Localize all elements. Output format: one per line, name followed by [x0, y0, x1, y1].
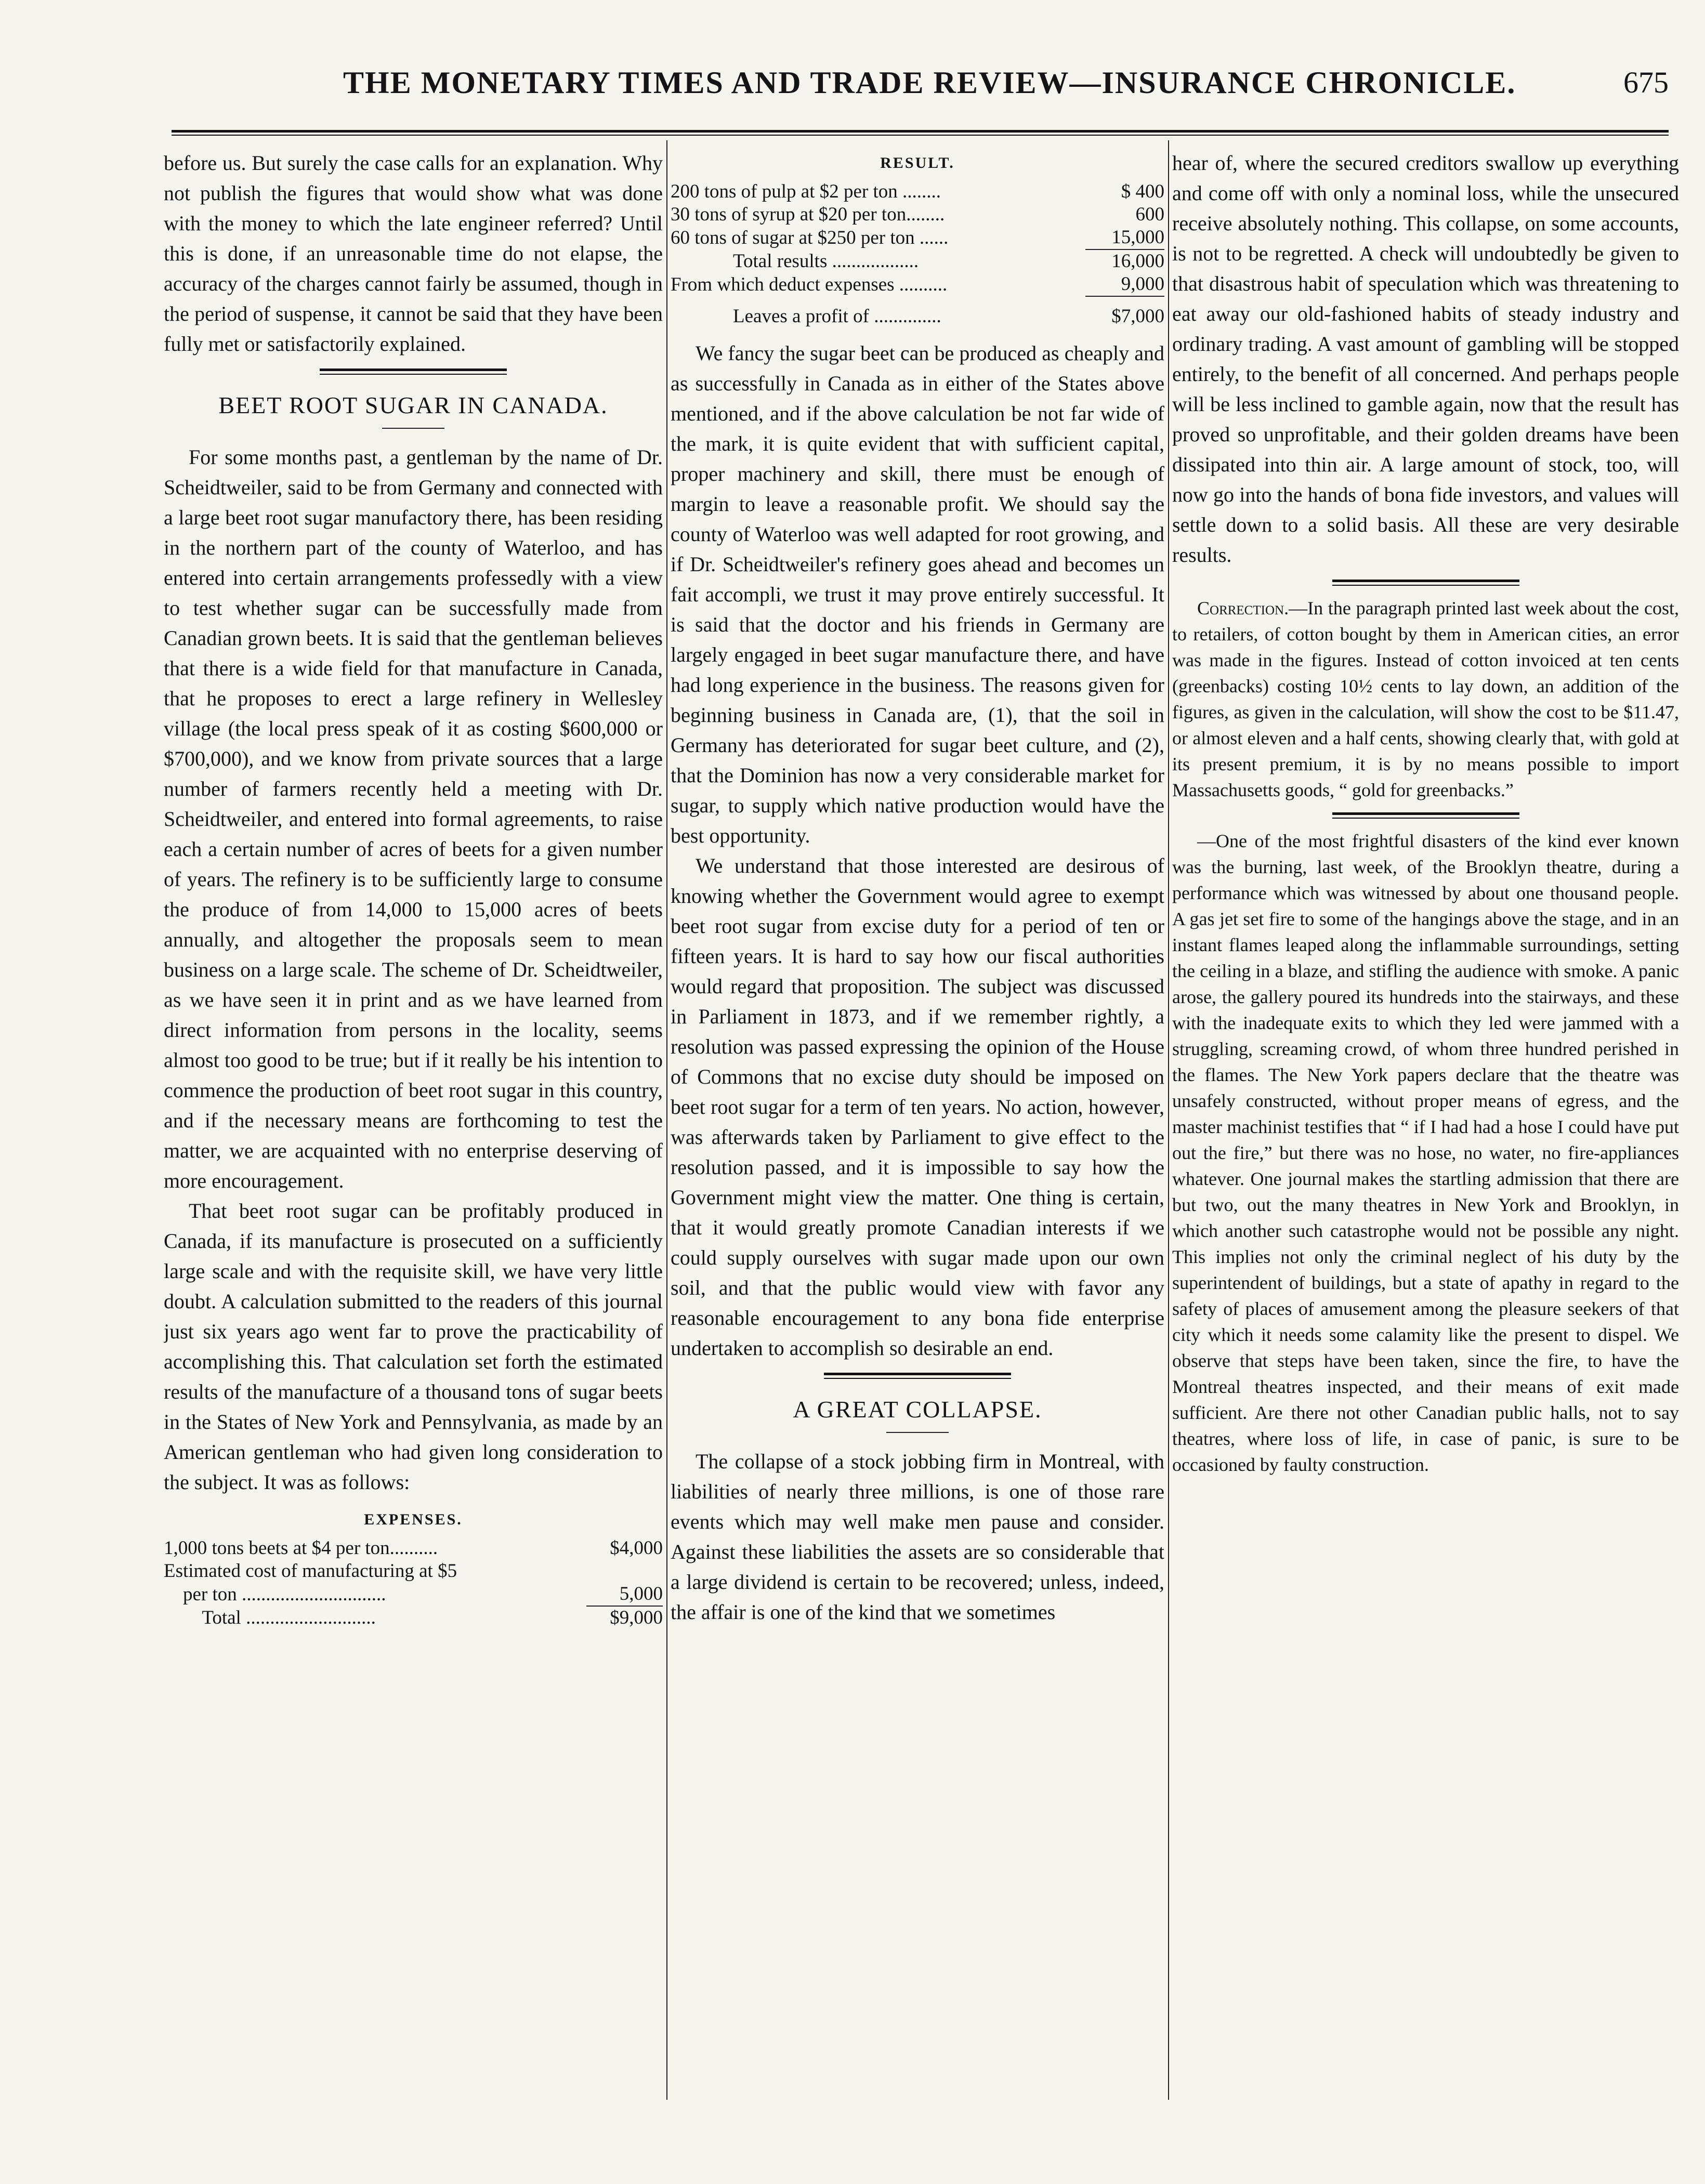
result-caption: RESULT.	[880, 154, 955, 172]
running-title: THE MONETARY TIMES AND TRADE REVIEW—INSURANCE CHRONICLE.	[343, 65, 1516, 100]
table-cell-label: per ton ..............................	[164, 1584, 386, 1605]
paragraph-collapse-2: hear of, where the secured creditors swallow up everything and come off with only a nominal loss, while the unsecured receive absolutely nothing. This collapse, on some accounts, is not to be regretted. A check will undoubtedly be given to that disastrous habit of speculation which was threatening to eat away our old-fashioned habits of steady industry and ordinary trading. A vast amount of gambling will be stopped entirely, to the benefit of all concerned. And perhaps people will be less inclined to gamble again, now that the result has proved so unprofitable, and their golden dreams have been dissipated into thin air. A large amount of stock, too, will now go into the hands of bona fide investors, and values will settle down to a solid basis. All these are very desirable results.	[1172, 151, 1679, 567]
section-divider	[824, 1373, 1011, 1379]
table-cell-amount: $7,000	[1085, 296, 1164, 328]
table-row	[671, 180, 1164, 203]
table-cell-amount: 9,000	[1121, 273, 1164, 295]
expenses-caption: EXPENSES.	[364, 1511, 463, 1528]
table-cell-label: Leaves a profit of ..............	[733, 306, 941, 327]
column-middle	[671, 148, 1164, 2108]
results-table	[671, 180, 1164, 328]
paragraph-beet-3: We fancy the sugar beet can be produced as cheaply and as successfully in Canada as in either of the States above mentioned, and if the above calculation be not far wide of the mark, it is quite evident that with sufficient capital, proper machinery and skill, there must be enough of margin to leave a reasonable profit. We should say the county of Waterloo was well adapted for root growing, and if Dr. Scheidtweiler's refinery goes ahead and becomes un fait accompli, we trust it may prove entirely successful. It is said that the doctor and his friends in Germany are largely engaged in beet sugar manufacture there, and have had long experience in the business. The reasons given for beginning business in Canada are, (1), that the soil in Germany has deteriorated for sugar beet culture, and (2), that the Dominion has now a very considerable market for sugar, to supply which native production would have the best opportunity.	[671, 341, 1164, 847]
table-row-total	[671, 249, 1164, 273]
article-title-great-collapse: A GREAT COLLAPSE.	[793, 1396, 1042, 1423]
column-left	[164, 148, 663, 2108]
article-title-beet-root-sugar: BEET ROOT SUGAR IN CANADA.	[218, 392, 608, 418]
paragraph-correction	[1172, 595, 1679, 803]
paragraph-beet-4: We understand that those interested are desirous of knowing whether the Government would agree to exempt beet root sugar from excise duty for a period of ten or fifteen years. It is hard to say how our fiscal authorities would regard that proposition. The subject was discussed in Parliament in 1873, and if we remember rightly, a resolution was passed expressing the opinion of the House of Commons that no excise duty should be imposed on beet root sugar for a term of ten years. No action, however, was afterwards taken by Parliament to give effect to the resolution passed, and it is impossible to say how the Government might view the matter. One thing is certain, that it would greatly promote Canadian interests if we could supply ourselves with sugar made upon our own soil, and that the public would view with favor any reasonable encouragement to any bona fide enterprise undertaken to accomplish so desirable an end.	[671, 854, 1164, 1360]
table-cell-label: 1,000 tons beets at $4 per ton..........	[164, 1537, 438, 1559]
table-row	[164, 1583, 663, 1606]
section-divider	[320, 369, 507, 375]
table-row	[164, 1560, 663, 1583]
table-cell-amount: 16,000	[1085, 249, 1164, 273]
table-cell-label: Total results ..................	[733, 251, 919, 272]
page-number: 675	[1623, 65, 1669, 99]
table-row-total	[164, 1606, 663, 1629]
page-header	[172, 65, 1669, 122]
table-cell-label: 200 tons of pulp at $2 per ton ........	[671, 181, 941, 202]
table-cell-amount	[586, 1560, 663, 1583]
table-cell-label: 30 tons of syrup at $20 per ton........	[671, 204, 945, 225]
table-cell-amount: 15,000	[1111, 227, 1164, 248]
table-row	[671, 226, 1164, 249]
table-cell-label: Total ...........................	[164, 1607, 376, 1628]
table-cell-amount: $4,000	[610, 1537, 663, 1559]
table-cell-label: From which deduct expenses ..........	[671, 274, 948, 295]
table-row-profit	[671, 296, 1164, 328]
correction-lead: Correction.	[1197, 598, 1289, 619]
section-divider	[1332, 580, 1519, 586]
title-rule	[886, 1432, 949, 1433]
table-row	[671, 273, 1164, 296]
paragraph-beet-2: That beet root sugar can be profitably produced in Canada, if its manufacture is prosecuted on a sufficiently large scale and with the requisite skill, we have very little doubt. A calculation submitted to the readers of this journal just six years ago went far to prove the practicability of accomplishing this. That calculation set forth the estimated results of the manufacture of a thousand tons of sugar beets in the States of New York and Pennsylvania, as made by an American gentleman who had given long consideration to the subject. It was as follows:	[164, 1199, 663, 1494]
title-rule	[382, 428, 444, 429]
table-cell-label: 60 tons of sugar at $250 per ton ......	[671, 227, 949, 248]
paragraph-theatre: —One of the most frightful disasters of the kind ever known was the burning, last week, of the Brooklyn theatre, during a performance which was witnessed by about one thousand people. A gas jet set fire to some of the hangings above the stage, and in an instant flames leaped along the inflammable surroundings, setting the ceiling in a blaze, and stifling the audience with smoke. A panic arose, the gallery poured its hundreds into the stairways, and these with the inadequate exits to which they led were jammed with a struggling, screaming crowd, of whom three hundred perished in the flames. The New York papers declare that the theatre was unsafely constructed, without proper means of egress, and the master machinist testifies that “ if I had had a hose I could have put out the fire,” but there was no hose, no water, no fire-appliances whatever. One journal makes the startling admission that there are but two, out the many theatres in New York and Brooklyn, in which another such catastrophe would not be possible any night. This implies not only the criminal neglect of his duty by the superintendent of buildings, but a state of apathy in regard to the safety of places of amusement among the pleasure seekers of that city which it needs some calamity like the present to dispel. We observe that steps have been taken, since the fire, to have the Montreal theatres inspected, and their means of exit made sufficient. Are there not other Canadian public halls, not to say theatres, where loss of life, in case of panic, is sure to be occasioned by faulty construction.	[1172, 831, 1679, 1475]
expenses-table	[164, 1537, 663, 1629]
paragraph-beet-1: For some months past, a gentleman by the name of Dr. Scheidtweiler, said to be from Germany and connected with a large beet root sugar manufactory there, has been residing in the northern part of the county of Waterloo, and has entered into certain arrangements professedly with a view to test whether sugar can be successfully made from Canadian grown beets. It is said that the gentleman believes that there is a wide field for that manufacture in Canada, that he proposes to erect a large refinery in Wellesley village (the local press speak of it as costing $600,000 or $700,000), and we know from private sources that a large number of farmers recently held a meeting with Dr. Scheidtweiler, and entered into formal agreements, to raise each a certain number of acres of beets for a given number of years. The refinery is to be sufficiently large to consume the produce of from 14,000 to 15,000 acres of beets annually, and altogether the proposals seem to mean business on a large scale. The scheme of Dr. Scheidtweiler, as we have seen it in print and as we have learned from direct information from persons in the locality, seems almost too good to be true; but if it really be his intention to commence the production of beet root sugar in this country, and if the necessary means are forthcoming to test the matter, we are acquainted with no enterprise deserving of more encouragement.	[164, 445, 663, 1192]
table-cell-amount: $9,000	[586, 1606, 663, 1629]
paragraph-collapse-1: The collapse of a stock jobbing firm in Montreal, with liabilities of nearly three millions, is one of those rare events which may well make men pause and consider. Against these liabilities the assets are so considerable that a large dividend is certain to be recovered; unless, indeed, the affair is one of the kind that we sometimes	[671, 1450, 1164, 1624]
section-divider	[1332, 812, 1519, 819]
table-cell-amount: 5,000	[619, 1583, 663, 1604]
column-right	[1172, 148, 1679, 2108]
table-row	[671, 203, 1164, 226]
table-cell-amount: $ 400	[1121, 181, 1164, 202]
paragraph-intro: before us. But surely the case calls for an explanation. Why not publish the figures that would show what was done with the money to which the late engineer referred? Until this is done, if an unreasonable time do not elapse, the accuracy of the charges cannot fairly be assumed, though in the period of suspense, it cannot be said that they have been fully met or satisfactorily explained.	[164, 151, 663, 356]
correction-text: —In the paragraph printed last week about the cost, to retailers, of cotton bought by them in American cities, an error was made in the figures. Instead of cotton invoiced at ten cents (greenbacks) costing 10½ cents to lay down, an addition of the figures, as given in the calculation, will show the cost to be $11.47, or almost eleven and a half cents, showing clearly that, with gold at its present premium, it is by no means possible to import Massachusetts goods, “ gold for greenbacks.”	[1172, 598, 1679, 800]
table-cell-label: Estimated cost of manufacturing at $5	[164, 1560, 457, 1582]
table-row	[164, 1537, 663, 1560]
column-divider	[666, 140, 667, 2100]
header-rule	[172, 130, 1669, 136]
table-cell-amount: 600	[1135, 204, 1164, 225]
column-divider	[1168, 140, 1169, 2100]
